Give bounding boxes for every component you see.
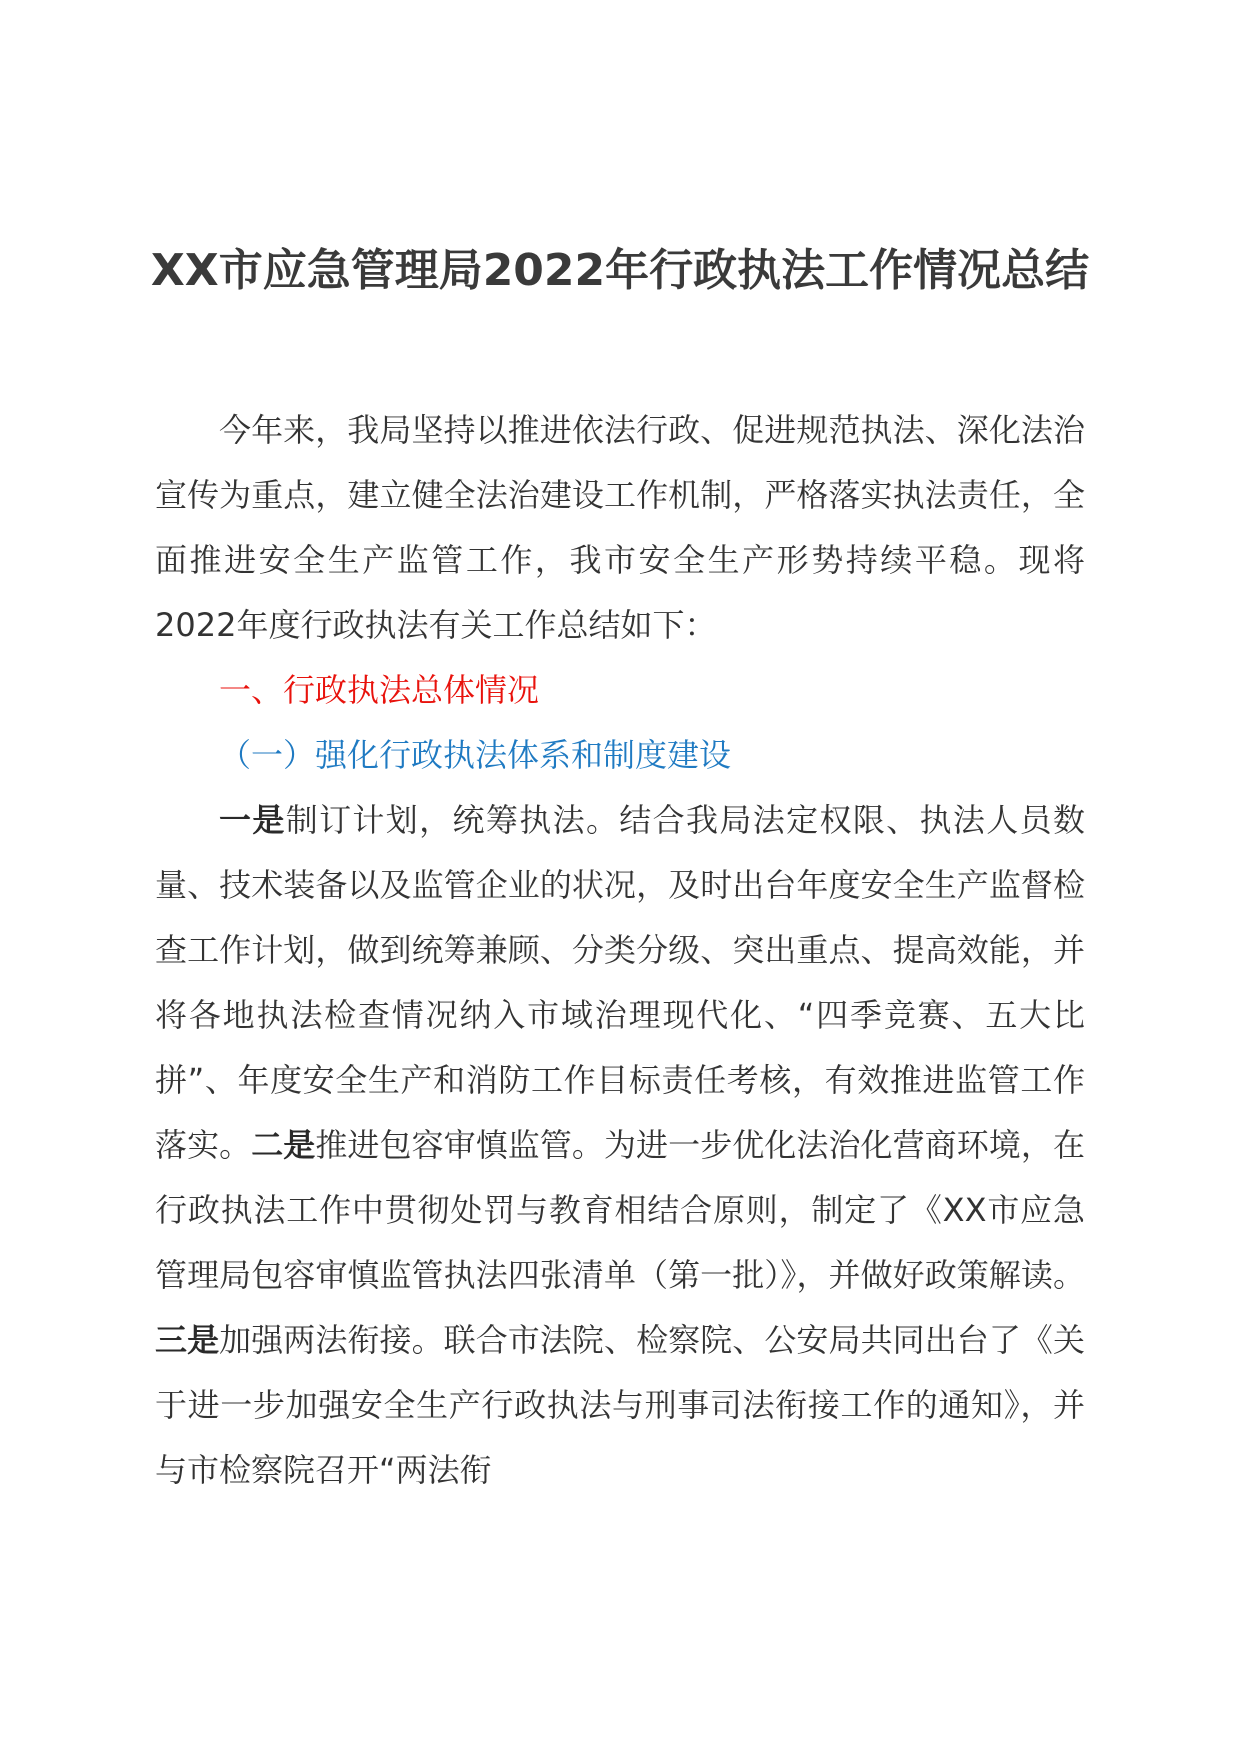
point-lead-1: 一是 xyxy=(219,801,286,839)
point-lead-3: 三是 xyxy=(155,1321,220,1359)
body-paragraph xyxy=(155,788,1085,1503)
point-text-2: 推进包容审慎监管。为进一步优化法治化营商环境，在行政执法工作中贯彻处罚与教育相结合原则，制定了《XX市应急管理局包容审慎监管执法四张清单（第一批）》，并做好政策解读。 xyxy=(155,1126,1085,1294)
intro-paragraph: 今年来，我局坚持以推进依法行政、促进规范执法、深化法治宣传为重点，建立健全法治建设工作机制，严格落实执法责任，全面推进安全生产监管工作，我市安全生产形势持续平稳。现将2022年度行政执法有关工作总结如下： xyxy=(155,411,1085,644)
document-title: XX市应急管理局2022年行政执法工作情况总结 xyxy=(150,245,1090,296)
subsection-heading: （一）强化行政执法体系和制度建设 xyxy=(219,736,732,774)
document-body xyxy=(155,398,1085,1503)
point-text-1: 制订计划，统筹执法。结合我局法定权限、执法人员数量、技术装备以及监管企业的状况，及时出台年度安全生产监督检查工作计划，做到统筹兼顾、分类分级、突出重点、提高效能，并将各地执法检查情况纳入市域治理现代化、“四季竞赛、五大比拼”、年度安全生产和消防工作目标责任考核，有效推进监管工作落实。 xyxy=(155,801,1085,1164)
section-heading: 一、行政执法总体情况 xyxy=(219,671,540,709)
point-text-3: 加强两法衔接。联合市法院、检察院、公安局共同出台了《关于进一步加强安全生产行政执法与刑事司法衔接工作的通知》，并与市检察院召开“两法衔 xyxy=(155,1321,1085,1489)
point-lead-2: 二是 xyxy=(251,1126,316,1164)
